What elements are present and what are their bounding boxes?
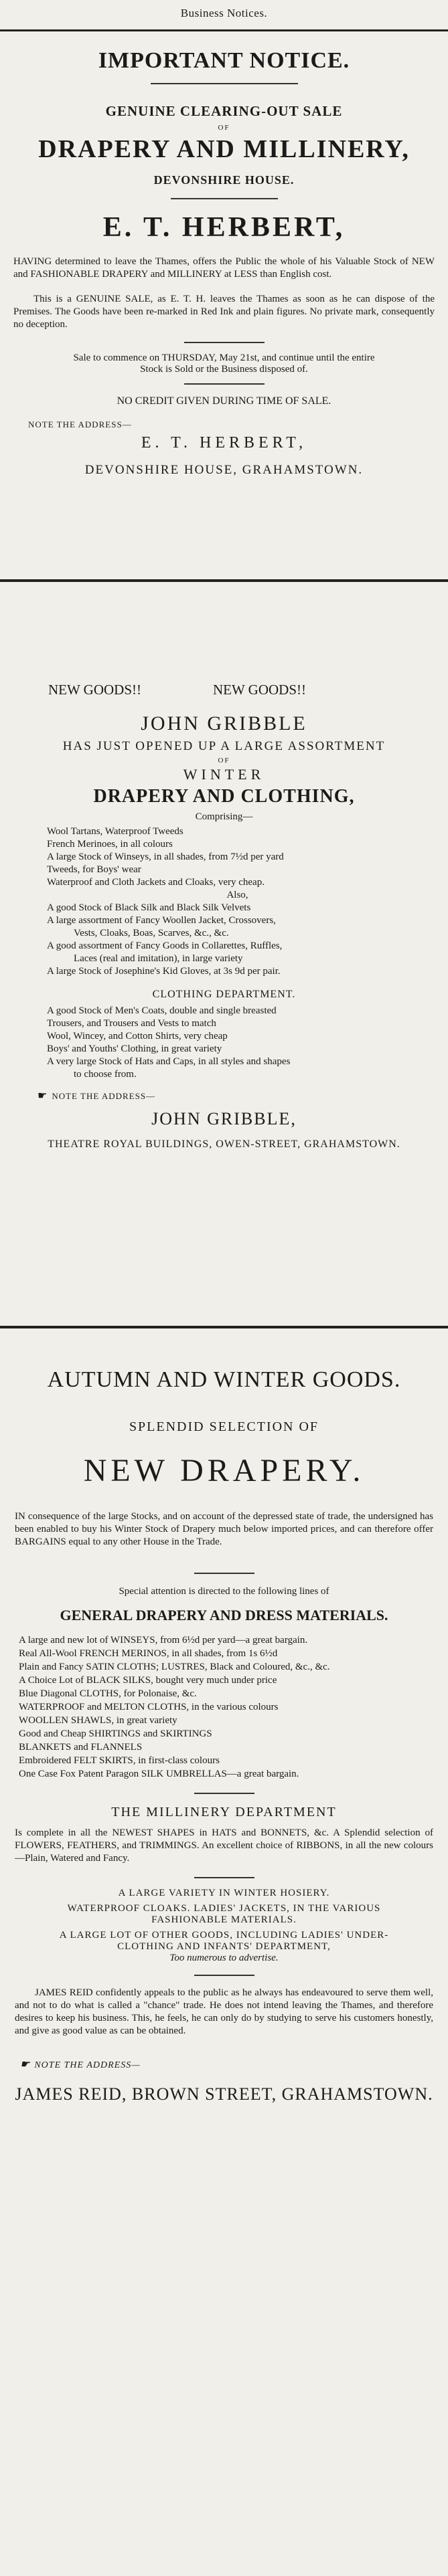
list-item: Also, <box>226 890 248 900</box>
list-item: to choose from. <box>74 1069 137 1080</box>
merchant-name-small: JOHN GRIBBLE, <box>151 1109 297 1128</box>
list-item: A large Stock of Josephine's Kid Gloves, at 3s 9d per pair. <box>47 966 281 977</box>
intro-paragraph: HAVING determined to leave the Thames, offers the Public the whole of his Valuable Stock of NEW and FASHIONABLE DRAPERY and MILLINERY at LESS than English cost. <box>13 256 435 280</box>
list-item: A large assortment of Fancy Woollen Jacket, Crossovers, <box>47 915 276 926</box>
sale-line-2: Stock is Sold or the Business disposed of. <box>140 364 308 375</box>
closing-paragraph: JAMES REID confidently appeals to the public as he always has endeavoured to serve them well, and not to do what is called a "chance" trade. He does not intend leaving the Thames, and therefore desires to keep his business. This, he feels, he can only do by studying to serve his customers honestly, and give as good value as can be obtained. <box>15 1987 433 2036</box>
note-address-label: NOTE THE ADDRESS— <box>28 419 132 429</box>
merchant-address: THEATRE ROYAL BUILDINGS, OWEN-STREET, GRAHAMSTOWN. <box>48 1138 400 1150</box>
list-item: BLANKETS and FLANNELS <box>19 1742 143 1753</box>
cloaks-line-2: FASHIONABLE MATERIALS. <box>151 1914 297 1925</box>
proprietor-address: DEVONSHIRE HOUSE, GRAHAMSTOWN. <box>84 463 364 477</box>
pointing-hand-icon: ☛ <box>20 2059 31 2070</box>
ad-heading: DRAPERY AND MILLINERY, <box>38 135 410 163</box>
list-item: Embroidered FELT SKIRTS, in first-class colours <box>19 1755 220 1766</box>
intro-paragraph: IN consequence of the large Stocks, and on account of the depressed state of trade, the undersigned has been enabled to buy his Winter Stock of Drapery much below imported prices, and can therefore offer BARGAINS equal to any other House in the Trade. <box>15 1511 433 1547</box>
proprietor-name: E. T. HERBERT, <box>102 212 346 243</box>
list-item: A large and new lot of WINSEYS, from 6½d per yard—a great bargain. <box>19 1635 308 1646</box>
advertisement-separator <box>0 1326 448 1328</box>
merchant-address: JAMES REID, BROWN STREET, GRAHAMSTOWN. <box>15 2084 433 2104</box>
ad-heading: NEW DRAPERY. <box>83 1453 365 1488</box>
millinery-department-heading: THE MILLINERY DEPARTMENT <box>111 1805 337 1819</box>
special-attention-line: Special attention is directed to the following lines of <box>119 1586 329 1597</box>
gribble-advertisement <box>0 679 448 1261</box>
genuine-sale-paragraph: This is a GENUINE SALE, as E. T. H. leaves the Thames as soon as he can dispose of the Premises. The Goods have been re-marked in Red Ink and plain figures. No private mark, consequently no deception. <box>13 294 435 330</box>
divider <box>194 1793 254 1794</box>
merchant-name: JOHN GRIBBLE <box>141 712 307 734</box>
note-address-label: NOTE THE ADDRESS— <box>34 2060 141 2070</box>
no-credit-notice: NO CREDIT GIVEN DURING TIME OF SALE. <box>117 395 331 407</box>
other-goods-line-2: CLOTHING AND INFANTS' DEPARTMENT, <box>117 1941 331 1952</box>
list-item: A good assortment of Fancy Goods in Collarettes, Ruffles, <box>47 940 283 951</box>
list-item: A good Stock of Men's Coats, double and single breasted <box>47 1005 277 1016</box>
list-item: A large Stock of Winseys, in all shades, from 7½d per yard <box>47 852 284 862</box>
opened-line: HAS JUST OPENED UP A LARGE ASSORTMENT <box>62 739 386 753</box>
divider <box>184 383 265 385</box>
sale-line-1: Sale to commence on THURSDAY, May 21st, and continue until the entire <box>73 353 375 363</box>
pointing-hand-icon: ☛ <box>38 1090 48 1102</box>
splendid-line: SPLENDID SELECTION OF <box>129 1419 319 1434</box>
list-item: A Choice Lot of BLACK SILKS, bought very much under price <box>19 1675 277 1686</box>
other-goods-line-3: Too numerous to advertise. <box>169 1953 279 1963</box>
header-rule <box>0 29 448 31</box>
new-goods-right: NEW GOODS!! <box>213 682 307 698</box>
of-label: OF <box>218 757 230 765</box>
list-item: French Merinoes, in all colours <box>47 839 173 850</box>
clothing-list <box>47 1005 428 1081</box>
winter-label: WINTER <box>183 766 265 783</box>
list-item: WATERPROOF and MELTON CLOTHS, in the various colours <box>19 1702 279 1712</box>
list-item: Laces (real and imitation), in large variety <box>74 953 243 964</box>
comprising-label: Comprising— <box>195 811 253 822</box>
list-item: A good Stock of Black Silk and Black Silk Velvets <box>47 902 251 913</box>
millinery-paragraph: Is complete in all the NEWEST SHAPES in HATS and BONNETS, &c. A Splendid selection of FLOWERS, FEATHERS, and TRIMMINGS. An excellent choice of RIBBONS, in all the new colours—Plain, Watered and Fancy. <box>15 1827 433 1864</box>
divider <box>184 342 265 343</box>
goods-list <box>47 825 428 978</box>
list-item: Waterproof and Cloth Jackets and Cloaks, very cheap. <box>47 877 265 888</box>
new-goods-left: NEW GOODS!! <box>48 682 142 698</box>
divider <box>194 1877 254 1878</box>
section-header: Business Notices. <box>180 7 268 19</box>
ad-title: IMPORTANT NOTICE. <box>98 48 350 73</box>
clothing-department-heading: CLOTHING DEPARTMENT. <box>152 989 296 1000</box>
divider <box>171 198 278 199</box>
cloaks-line-1: WATERPROOF CLOAKS. LADIES' JACKETS, IN THE VARIOUS <box>67 1903 381 1914</box>
proprietor-name-small: E. T. HERBERT, <box>141 434 307 452</box>
list-item: A very large Stock of Hats and Caps, in all styles and shapes <box>47 1056 291 1067</box>
of-label: OF <box>218 124 230 132</box>
hosiery-line: A LARGE VARIETY IN WINTER HOSIERY. <box>118 1888 330 1898</box>
divider <box>194 1573 254 1574</box>
list-item: WOOLLEN SHAWLS, in great variety <box>19 1715 177 1726</box>
divider <box>151 83 298 84</box>
reid-advertisement <box>0 1367 448 2571</box>
list-item: Blue Diagonal CLOTHS, for Polonaise, &c. <box>19 1688 197 1699</box>
other-goods-line-1: A LARGE LOT OF OTHER GOODS, INCLUDING LADIES' UNDER- <box>59 1930 389 1941</box>
note-address-label: NOTE THE ADDRESS— <box>52 1091 156 1101</box>
list-item: Wool Tartans, Waterproof Tweeds <box>47 826 183 837</box>
list-item: Wool, Wincey, and Cotton Shirts, very cheap <box>47 1031 228 1042</box>
list-item: Good and Cheap SHIRTINGS and SKIRTINGS <box>19 1728 212 1739</box>
ad-heading: DRAPERY AND CLOTHING, <box>93 786 355 807</box>
list-item: Tweeds, for Boys' wear <box>47 864 141 875</box>
list-item: Vests, Cloaks, Boas, Scarves, &c., &c. <box>74 928 229 938</box>
materials-list <box>19 1633 433 1781</box>
note-address-row <box>20 2058 448 2071</box>
list-item: Plain and Fancy SATIN CLOTHS; LUSTRES, Black and Coloured, &c., &c. <box>19 1662 330 1672</box>
list-item: One Case Fox Patent Paragon SILK UMBRELLAS—a great bargain. <box>19 1769 299 1779</box>
herbert-advertisement <box>0 39 448 574</box>
ad-title: AUTUMN AND WINTER GOODS. <box>47 1367 401 1392</box>
general-drapery-heading: GENERAL DRAPERY AND DRESS MATERIALS. <box>60 1607 388 1623</box>
house-name: DEVONSHIRE HOUSE. <box>153 173 295 187</box>
list-item: Real All-Wool FRENCH MERINOS, in all shades, from 1s 6½d <box>19 1648 278 1659</box>
advertisement-separator <box>0 579 448 582</box>
list-item: Boys' and Youths' Clothing, in great variety <box>47 1044 222 1054</box>
ad-subtitle: GENUINE CLEARING-OUT SALE <box>105 103 343 119</box>
divider <box>194 1975 254 1976</box>
note-address-row <box>38 1089 448 1102</box>
list-item: Trousers, and Trousers and Vests to match <box>47 1018 216 1029</box>
